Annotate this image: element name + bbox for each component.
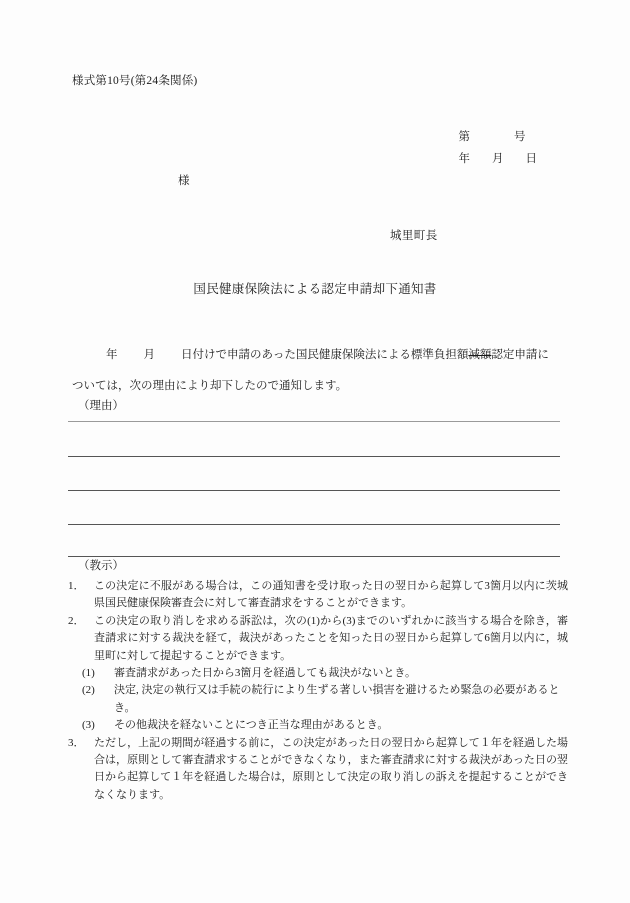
document-number-suffix: 号 — [514, 130, 526, 143]
instruction-sub-item-2 — [68, 682, 568, 717]
body-date-month: 月 — [143, 349, 155, 361]
instruction-sub-text-1: 審査請求があった日から3箇月を経過しても裁決がないとき。 — [114, 667, 416, 680]
reason-rule-4 — [68, 556, 560, 557]
reason-rule-2 — [68, 490, 560, 491]
instructions-list — [68, 578, 568, 804]
instruction-sub-number-3: (3) — [82, 719, 95, 732]
instruction-sub-item-3 — [68, 717, 568, 734]
body-text-part2: 認定申請については，次の理由により却下したので通知します。 — [72, 349, 549, 392]
body-text-part1: 日付けで申請のあった国民健康保険法による標準負担額 — [181, 349, 469, 361]
instruction-sub-number-2: (2) — [82, 684, 95, 697]
instruction-text-3: ただし，上記の期間が経過する前に，この決定があった日の翌日から起算して１年を経過した場合は，原則として審査請求することができなくなり，また審査請求に対する裁決があった日の翌日から起算して１年を経過した場合は，原則として決定の取り消しの訴えを提起することができなくなります。 — [94, 736, 568, 801]
instruction-text-1: この決定に不服がある場合は，この通知書を受け取った日の翌日から起算して3箇月以内に茨城県国民健康保険審査会に対して審査請求をすることができます。 — [94, 580, 568, 610]
instruction-sub-list — [68, 665, 568, 735]
form-number: 様式第10号(第24条関係) — [72, 75, 198, 87]
date-year-label: 年 — [458, 152, 470, 165]
instruction-number-2: 2． — [68, 614, 85, 627]
reason-label: （理由） — [78, 400, 124, 412]
body-paragraph — [72, 340, 558, 402]
document-number-prefix: 第 — [458, 130, 470, 143]
body-text-struck: 減額 — [468, 349, 492, 361]
issuer-name: 城里町長 — [390, 230, 438, 242]
date-month-label: 月 — [492, 152, 504, 165]
instruction-item-2 — [68, 613, 568, 665]
instruction-sub-number-1: (1) — [82, 667, 95, 680]
instruction-sub-text-3: その他裁決を経ないことにつき正当な理由があるとき。 — [114, 719, 389, 732]
instruction-sub-text-2: 決定, 決定の執行又は手続の続行により生ずる著しい損害を避けるため緊急の必要があるとき。 — [114, 684, 560, 714]
addressee-honorific: 様 — [178, 175, 190, 187]
instruction-item-1 — [68, 578, 568, 613]
reason-rule-3 — [68, 524, 560, 525]
reason-rule-1 — [68, 456, 560, 457]
body-date-year: 年 — [106, 349, 118, 361]
instruction-item-3 — [68, 735, 568, 805]
instruction-sub-item-1 — [68, 665, 568, 682]
document-date-field — [447, 142, 537, 177]
document-title: 国民健康保険法による認定申請却下通知書 — [193, 282, 437, 296]
instruction-text-2: この決定の取り消しを求める訴訟は，次の(1)から(3)までのいずれかに該当する場合を除き，審査請求に対する裁決を経て，裁決があったことを知った日の翌日から起算して6箇月以内に，城里町に対して提起することができます。 — [94, 614, 568, 662]
reason-rule-top — [68, 421, 560, 422]
instruction-number-1: 1． — [68, 580, 85, 592]
date-day-label: 日 — [525, 152, 537, 165]
instructions-label: （教示） — [78, 560, 124, 572]
instruction-number-3: 3． — [68, 736, 85, 749]
